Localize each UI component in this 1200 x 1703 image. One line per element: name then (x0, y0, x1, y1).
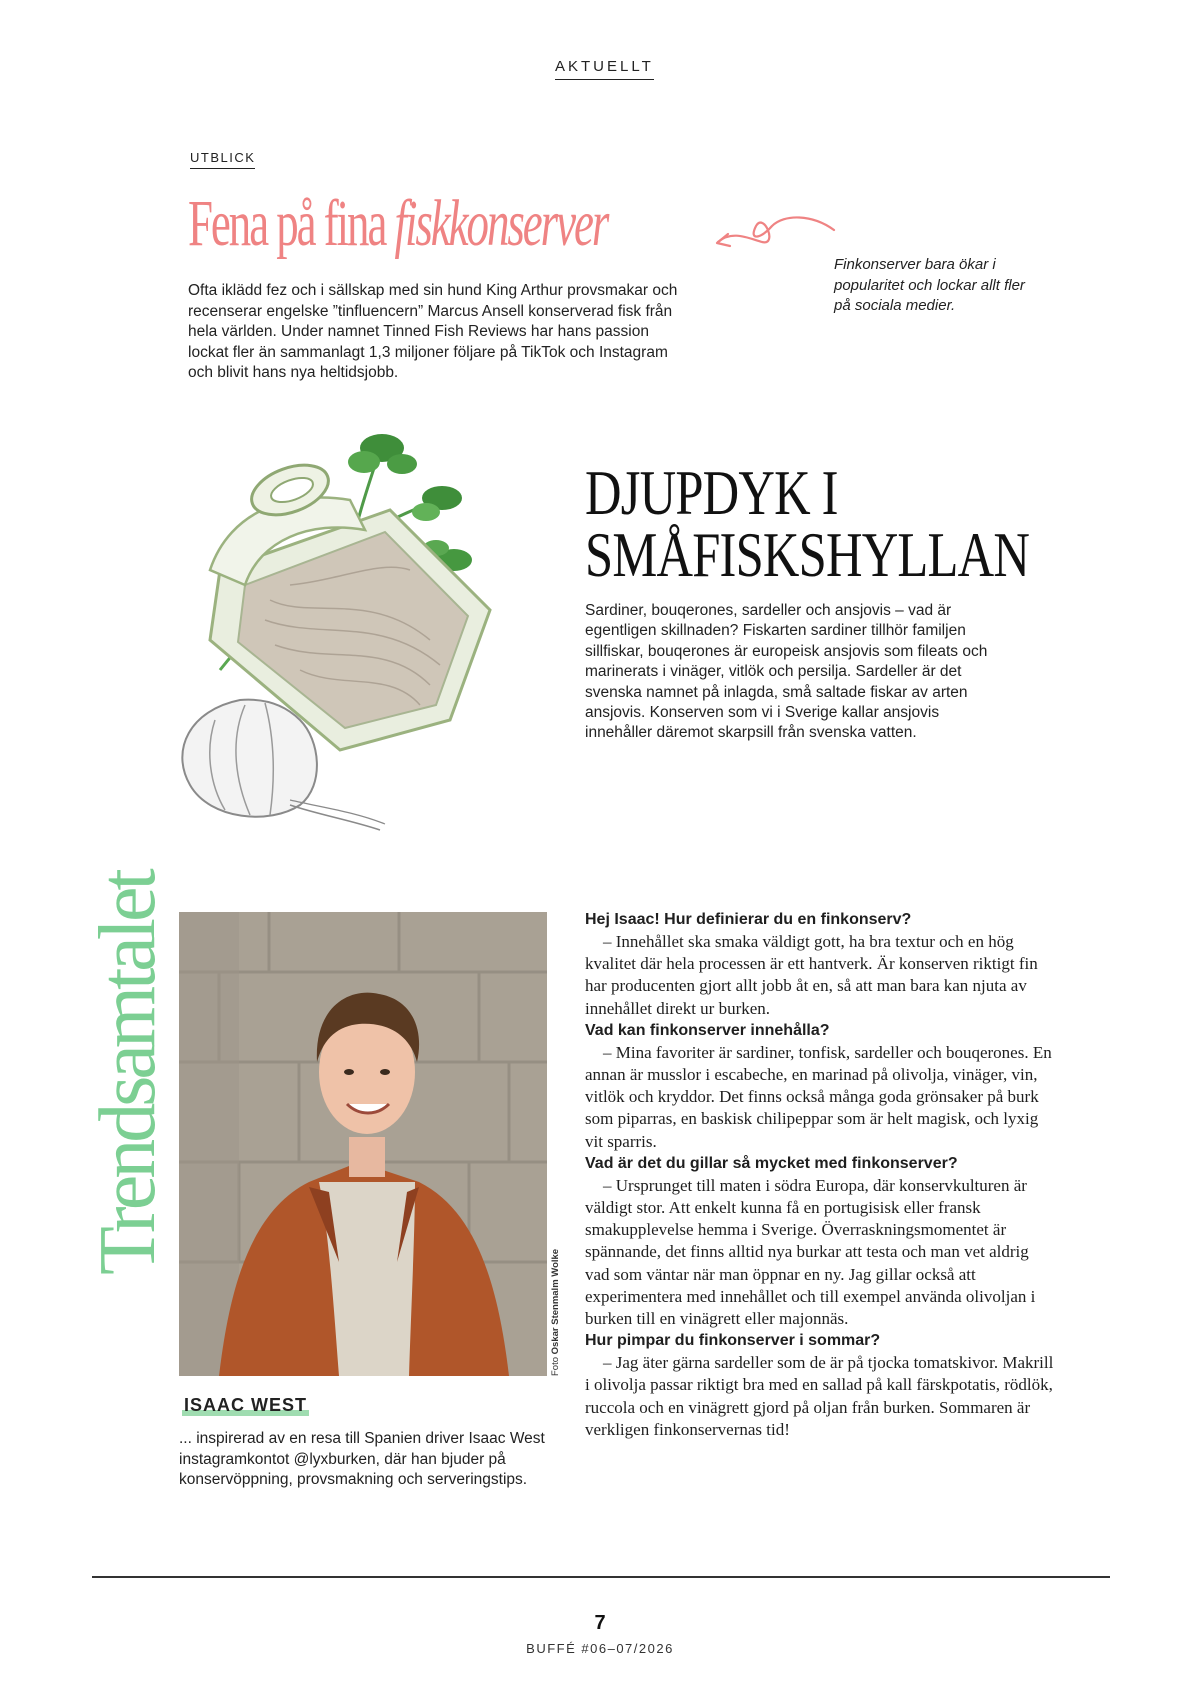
interviewee-name: ISAAC WEST (184, 1395, 308, 1415)
article-headline (188, 184, 607, 264)
page-number: 7 (594, 1612, 606, 1634)
interview-answer: – Ursprunget till maten i södra Europa, där konservkulturen är väldigt stor. Att enkelt kunna få en portugisisk eller fransk smakupplevelse hemma i Sverige. Överraskningsmomentet är spännande, det finns alltid nya burkar att testa och man vet aldrig vad som väntar när man öppnar en ny. Jag gillar också att experimentera med innehållet och till exempel använda olivoljan i burken till en vinägrett eller majonnäs. (585, 1175, 1036, 1329)
kicker-label: UTBLICK (190, 150, 255, 169)
photo-credit-box (549, 1236, 563, 1376)
footer-rule (92, 1576, 1110, 1578)
interview-question: Hur pimpar du finkonserver i sommar? (585, 1332, 881, 1350)
feature-heading-line-1: DJUPDYK I (585, 457, 838, 528)
feature-body: Sardiner, bouqerones, sardeller och ansjovis – vad är egentligen skillnaden? Fiskarten sardiner tillhör familjen sillfiskar, bouqerones är europeisk ansjovis som fileats och marinerats i vinäger, vitlök och persilja. Sardeller är det svenska namnet på inlagda, små saltade fiskar av arten ansjovis. Konserven som vi i Sverige kallar ansjovis innehåller däremot skarpsill från svenska vatten. (585, 602, 988, 742)
interview-question: Hej Isaac! Hur definierar du en finkonserv? (585, 911, 912, 928)
feature-heading-line-2: SMÅFISKSHYLLAN (585, 519, 1030, 590)
interview-answer: – Mina favoriter är sardiner, tonfisk, sardeller och bouqerones. En annan är musslor i escabeche, en marinad på olivolja, vinäger, vin, vitlök och kryddor. Det finns också många goda grönsaker på burk som piparras, en baskisk chilipeppar som är helt magisk, och lyxig vit sparris. (585, 1042, 1052, 1151)
interview-answer: – Jag äter gärna sardeller som de är på tjocka tomatskivor. Makrill i olivolja passar riktigt bra med en sallad på kall färskpotatis, rödlök, ruccola och en vinägrett gjord på oljan från burken. Sommaren är verkligen finkonservernas tid! (585, 1353, 1054, 1439)
vertical-title: Trendsamtalet (84, 872, 172, 1275)
headline-plain: Fena på fina (188, 187, 395, 260)
intro-paragraph: Ofta iklädd fez och i sällskap med sin hund King Arthur provsmakar och recenserar engelske ”tinfluencern” Marcus Ansell konserverad fisk från hela världen. Under namnet Tinned Fish Reviews har hans passion lockat fler än sammanlagt 1,3 miljoner följare på TikTok och Instagram och blivit hans nya heltidsjobb. (188, 282, 678, 382)
swoosh-arrow-icon (712, 212, 836, 256)
section-label: AKTUELLT (555, 58, 654, 80)
side-caption: Finkonserver bara ökar i popularitet och lockar allt fler på sociala medier. (834, 256, 1025, 315)
interview-question: Vad kan finkonserver innehålla? (585, 1021, 830, 1039)
fish-tin-illustration (150, 420, 540, 840)
vertical-title-box (84, 872, 172, 1275)
photo-credit-prefix: Foto (550, 1354, 561, 1376)
portrait-photo (179, 912, 547, 1376)
feature-heading (585, 457, 1030, 590)
interviewee-bio: ... inspirerad av en resa till Spanien driver Isaac West instagramkontot @lyxburken, där han bjuder på konservöppning, provsmakning och serveringstips. (179, 1430, 545, 1489)
issue-label: BUFFÉ #06–07/2026 (526, 1641, 674, 1656)
interview-column (585, 909, 1055, 1441)
interview-answer: – Innehållet ska smaka väldigt gott, ha bra textur och en hög kvalitet där hela processen är ett hantverk. Är konserven riktigt fin har producenten gjort allt jobb åt en, så att man bara kan njuta av innehållet direkt ur burken. (585, 932, 1038, 1018)
interview-question: Vad är det du gillar så mycket med finkonserver? (585, 1154, 958, 1172)
headline-italic: fiskkonserver (394, 187, 608, 260)
photo-credit-name: Oskar Stenmalm Wolke (550, 1248, 561, 1355)
photo-credit (549, 1236, 563, 1376)
